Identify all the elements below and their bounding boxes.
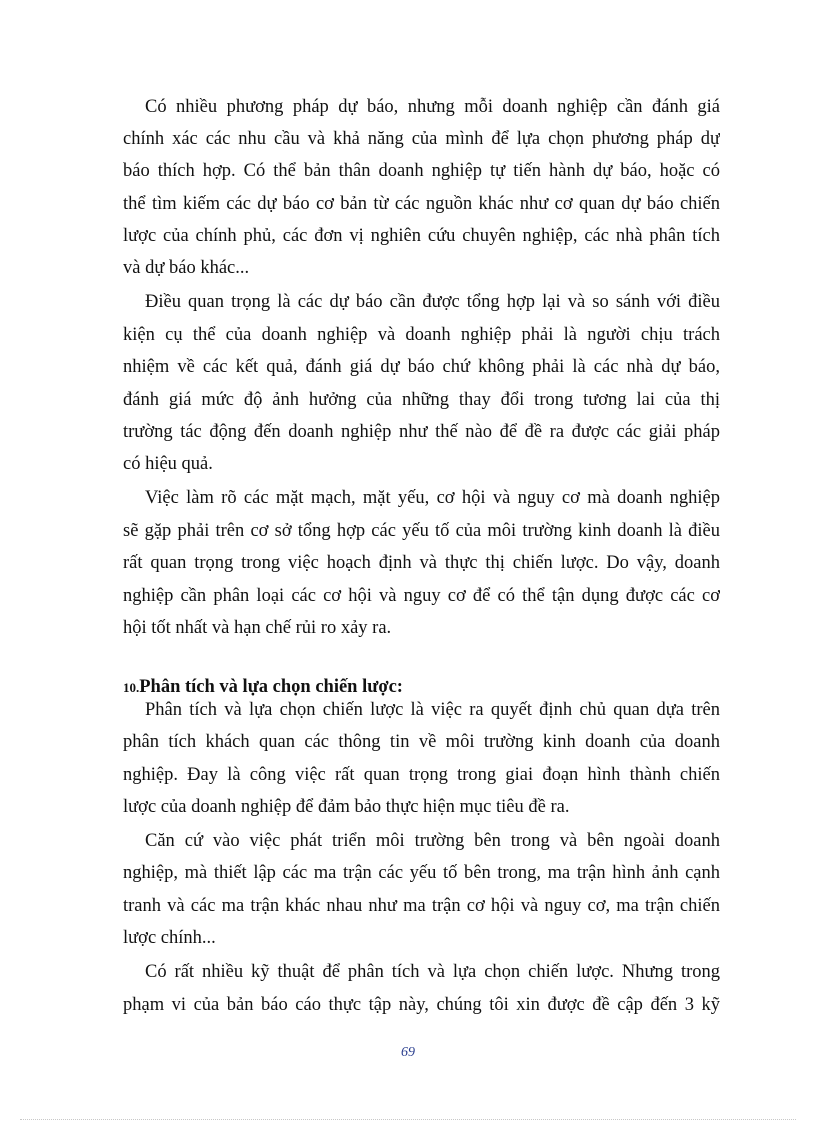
footer-divider: [20, 1119, 796, 1120]
paragraph-2-line-3: nhiệm về các kết quả, đánh giá dự báo chứ không phải là các nhà dự báo,: [123, 357, 720, 377]
paragraph-6-line-2: phạm vi của bản báo cáo thực tập này, chúng tôi xin được đề cập đến 3 kỹ: [123, 995, 720, 1015]
paragraph-3-line-3: rất quan trọng trong việc hoạch định và thực thị chiến lược. Do vậy, doanh: [123, 553, 720, 573]
paragraph-3-line-4: nghiệp cần phân loại các cơ hội và nguy cơ để có thể tận dụng được các cơ: [123, 586, 720, 606]
paragraph-1-line-1: Có nhiều phương pháp dự báo, nhưng mỗi doanh nghiệp cần đánh giá: [145, 97, 720, 117]
paragraph-2-line-6: có hiệu quả.: [123, 454, 213, 474]
paragraph-4-line-4: lược của doanh nghiệp để đảm bảo thực hiện mục tiêu đề ra.: [123, 797, 570, 817]
paragraph-5-line-2: nghiệp, mà thiết lập các ma trận các yếu tố bên trong, ma trận hình ảnh cạnh: [123, 863, 720, 883]
paragraph-4-line-2: phân tích khách quan các thông tin về môi trường kinh doanh của doanh: [123, 732, 720, 752]
paragraph-1-line-2: chính xác các nhu cầu và khả năng của mình để lựa chọn phương pháp dự: [123, 129, 720, 149]
paragraph-4-line-1: Phân tích và lựa chọn chiến lược là việc ra quyết định chủ quan dựa trên: [145, 700, 720, 720]
paragraph-1-line-3: báo thích hợp. Có thể bản thân doanh nghiệp tự tiến hành dự báo, hoặc có: [123, 161, 720, 181]
paragraph-3-line-2: sẽ gặp phải trên cơ sở tổng hợp các yếu tố của môi trường kinh doanh là điều: [123, 521, 720, 541]
section-number: 10.: [123, 680, 140, 695]
section-heading: [123, 675, 403, 699]
paragraph-4-line-3: nghiệp. Đay là công việc rất quan trọng trong giai đoạn hình thành chiến: [123, 765, 720, 785]
paragraph-2-line-1: Điều quan trọng là các dự báo cần được tổng hợp lại và so sánh với điều: [145, 292, 720, 312]
paragraph-3-line-5: hội tốt nhất và hạn chế rủi ro xảy ra.: [123, 618, 392, 638]
paragraph-2-line-4: đánh giá mức độ ảnh hưởng của những thay đổi trong tương lai của thị: [123, 390, 720, 410]
paragraph-1-line-5: lược của chính phủ, các đơn vị nghiên cứu chuyên nghiệp, các nhà phân tích: [123, 226, 720, 246]
paragraph-1-line-4: thể tìm kiếm các dự báo cơ bản từ các nguồn khác như cơ quan dự báo chiến: [123, 194, 720, 214]
paragraph-2-line-2: kiện cụ thể của doanh nghiệp và doanh nghiệp phải là người chịu trách: [123, 325, 720, 345]
page-number: 69: [401, 1045, 415, 1060]
paragraph-1-line-6: và dự báo khác...: [123, 258, 250, 278]
paragraph-3-line-1: Việc làm rõ các mặt mạch, mặt yếu, cơ hội và nguy cơ mà doanh nghiệp: [145, 488, 720, 508]
paragraph-2-line-5: trường tác động đến doanh nghiệp như thế nào để đề ra được các giải pháp: [123, 422, 720, 442]
paragraph-5-line-4: lược chính...: [123, 928, 216, 948]
section-title: Phân tích và lựa chọn chiến lược:: [139, 677, 403, 697]
paragraph-5-line-1: Căn cứ vào việc phát triển môi trường bên trong và bên ngoài doanh: [145, 831, 720, 851]
paragraph-6-line-1: Có rất nhiều kỹ thuật để phân tích và lựa chọn chiến lược. Nhưng trong: [145, 962, 720, 982]
paragraph-5-line-3: tranh và các ma trận khác nhau như ma trận cơ hội và nguy cơ, ma trận chiến: [123, 896, 720, 916]
